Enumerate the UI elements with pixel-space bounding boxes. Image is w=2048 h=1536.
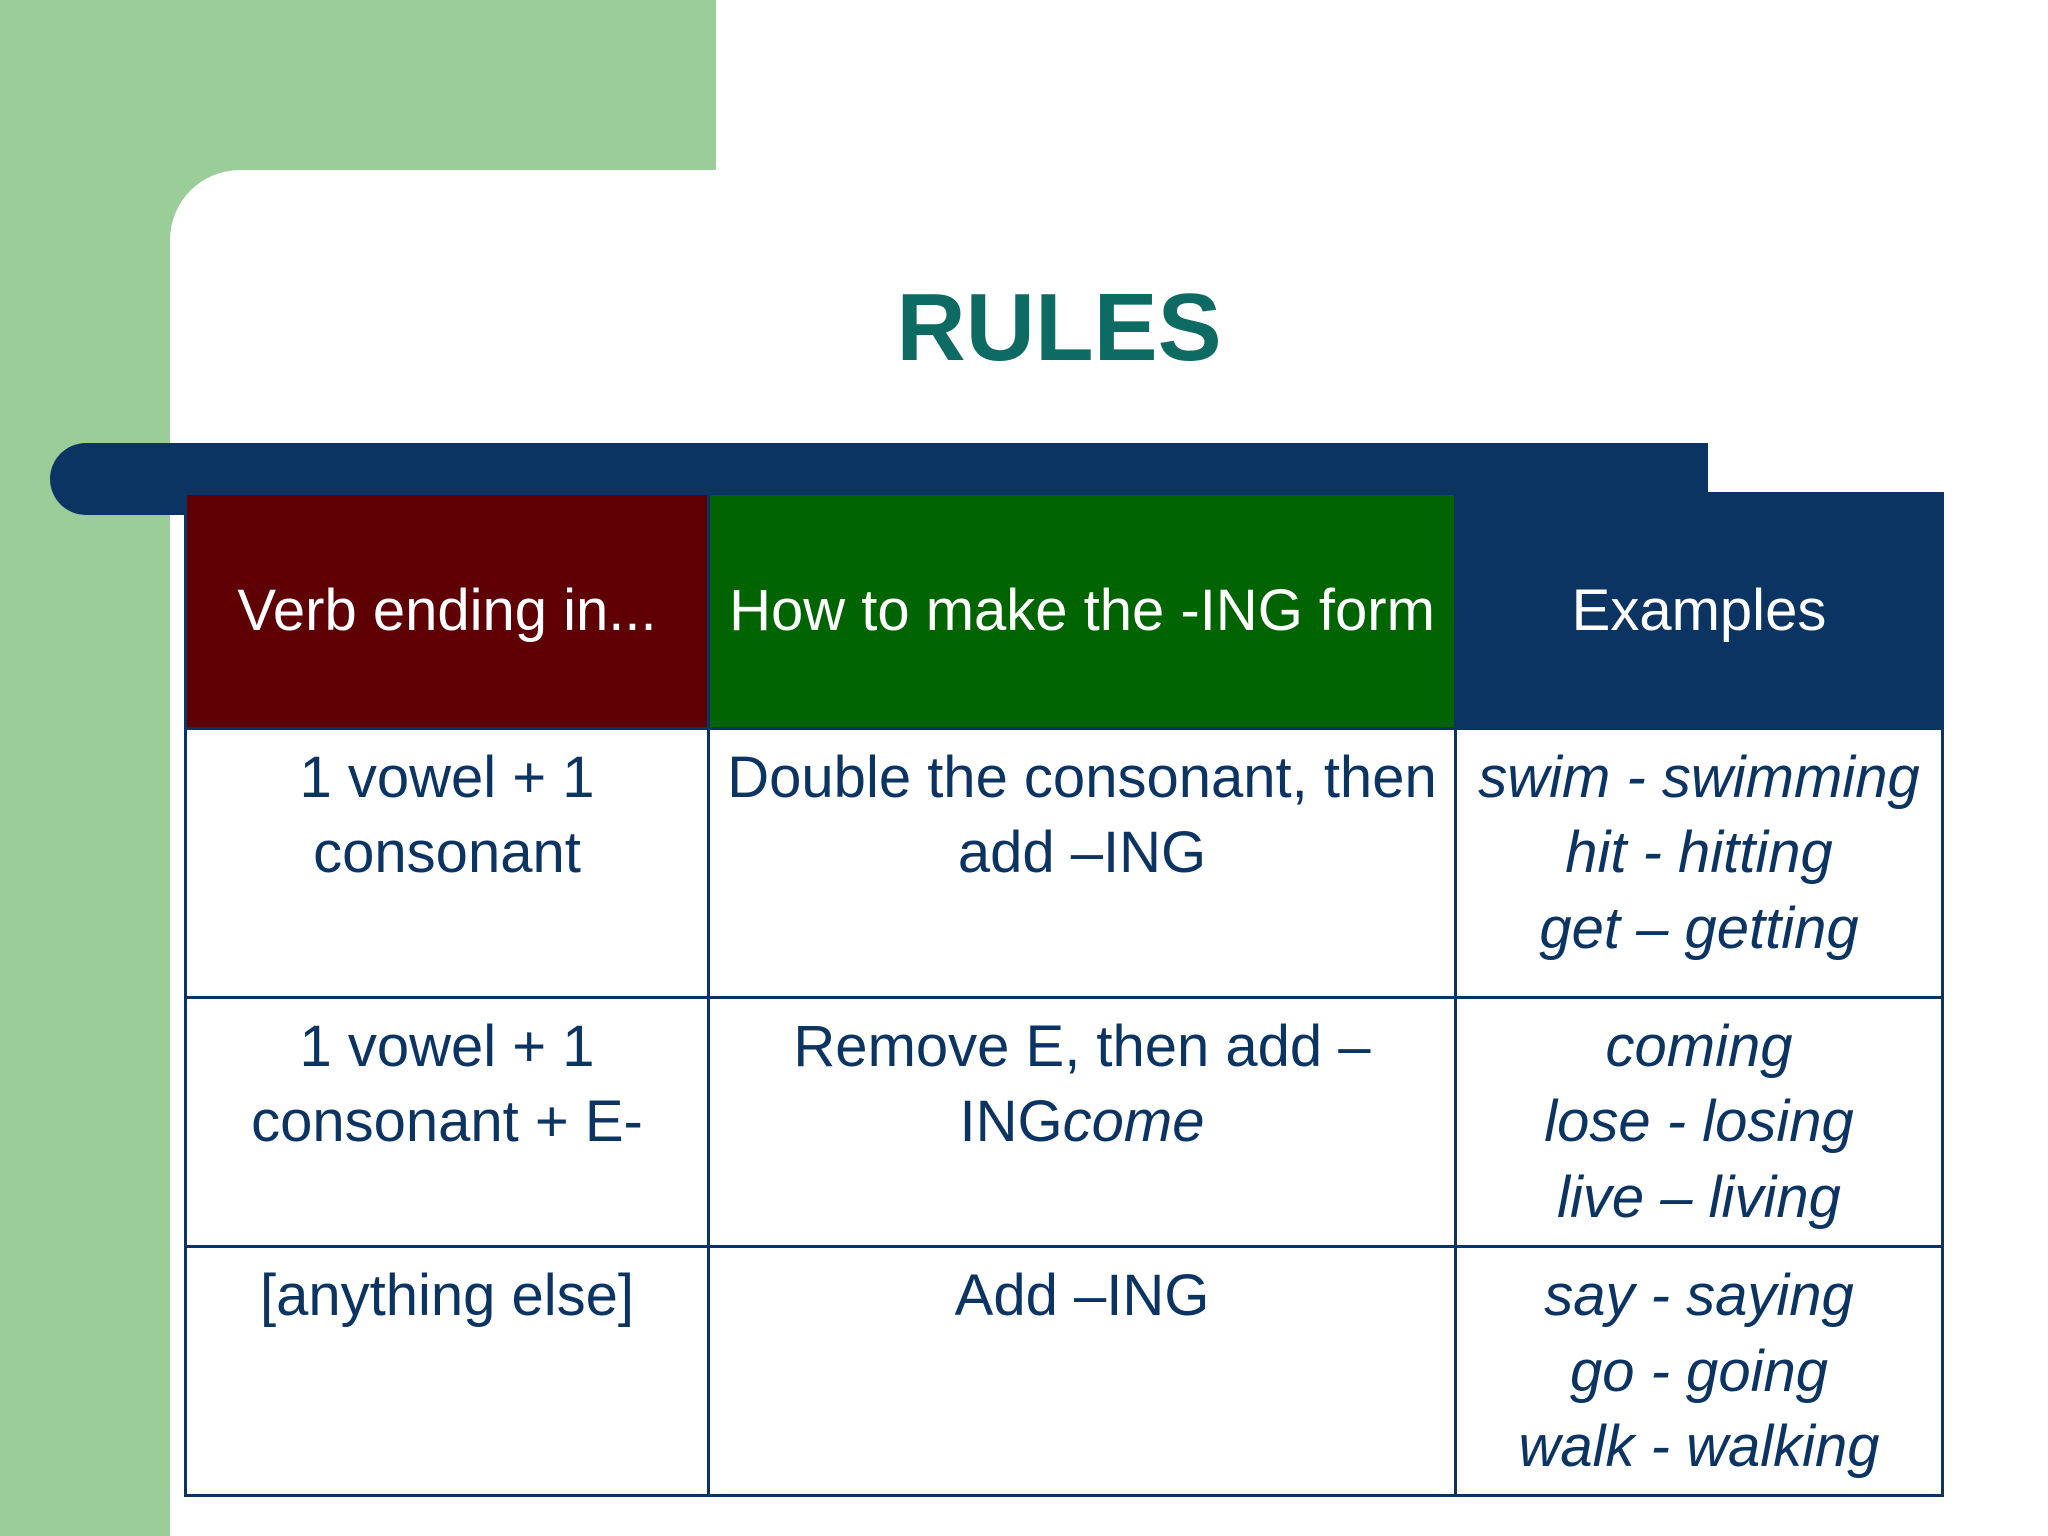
example-item: lose - losing — [1544, 1089, 1854, 1155]
how-to-italic-text: come — [1062, 1089, 1205, 1155]
examples-cell — [1456, 729, 1943, 998]
example-item: get – getting — [1539, 895, 1859, 961]
how-to-text: Double the consonant, then add –ING — [727, 745, 1437, 886]
how-to-cell — [709, 1247, 1456, 1496]
example-item: go - going — [1570, 1338, 1828, 1404]
rules-table — [184, 492, 1944, 1497]
background-white-area — [716, 0, 2048, 171]
examples-cell — [1456, 1247, 1943, 1496]
example-item: live – living — [1557, 1164, 1841, 1230]
example-item: walk - walking — [1518, 1413, 1880, 1479]
how-to-cell — [709, 729, 1456, 998]
example-item: coming — [1605, 1014, 1793, 1079]
how-to-cell — [709, 998, 1456, 1247]
verb-ending-cell: 1 vowel + 1 consonant + E- — [186, 998, 709, 1247]
header-verb-ending: Verb ending in... — [186, 494, 709, 729]
table-row — [186, 729, 1943, 998]
table-row — [186, 1247, 1943, 1496]
examples-cell — [1456, 998, 1943, 1247]
example-item: hit - hitting — [1565, 820, 1833, 886]
how-to-text: Remove E, then add –ING — [793, 1014, 1371, 1155]
how-to-text: Add –ING — [954, 1263, 1210, 1329]
header-examples: Examples — [1456, 494, 1943, 729]
table-row — [186, 998, 1943, 1247]
header-how-to-make: How to make the -ING form — [709, 494, 1456, 729]
slide-title: RULES — [896, 274, 1222, 381]
verb-ending-cell: [anything else] — [186, 1247, 709, 1496]
verb-ending-cell: 1 vowel + 1 consonant — [186, 729, 709, 998]
table-header-row — [186, 494, 1943, 729]
example-item: say - saying — [1544, 1263, 1854, 1329]
example-item: swim - swimming — [1478, 745, 1920, 810]
